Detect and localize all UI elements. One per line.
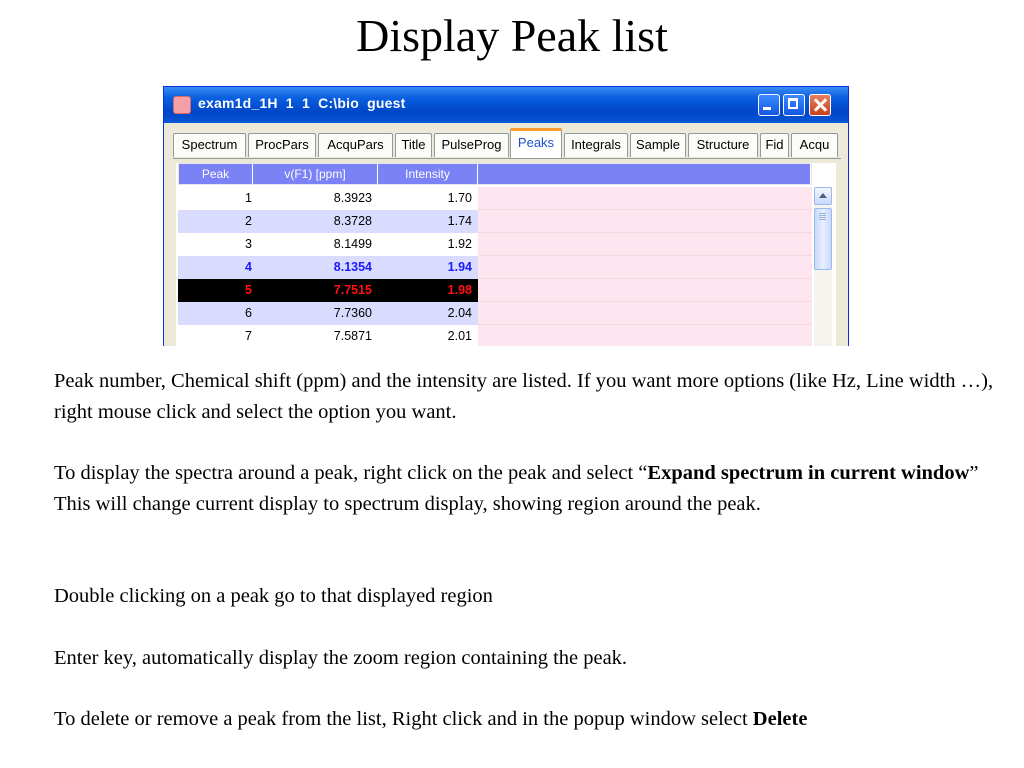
cell-peak: 4 — [245, 260, 252, 274]
cell-intensity: 1.98 — [447, 283, 472, 297]
tab-bar — [173, 127, 848, 159]
paragraph-columns-info — [54, 366, 1004, 428]
bold-command-delete: Delete — [752, 708, 808, 730]
cell-intensity: 1.74 — [447, 214, 472, 228]
cell-shift: 7.7360 — [333, 306, 372, 320]
scroll-up-icon[interactable] — [814, 187, 832, 205]
bold-command-expand: Expand spectrum in current window — [647, 462, 970, 484]
cell-shift: 8.1354 — [333, 260, 372, 274]
cell-intensity: 1.92 — [447, 237, 472, 251]
cell-empty — [478, 233, 812, 256]
tab-spectrum[interactable]: Spectrum — [173, 133, 246, 157]
paragraph-text: ” This will change current display to spectrum display, showing region around the peak. — [54, 462, 979, 515]
peak-table — [176, 163, 836, 346]
cell-peak: 2 — [245, 214, 252, 228]
window-title: exam1d_1H 1 1 C:\bio guest — [198, 95, 406, 111]
maximize-icon[interactable] — [783, 94, 805, 116]
tab-pulseprog[interactable]: PulseProg — [434, 133, 509, 157]
tab-procpars[interactable]: ProcPars — [248, 133, 316, 157]
column-header-intensity[interactable]: Intensity — [378, 164, 478, 184]
peak-list-window — [163, 86, 849, 346]
table-row[interactable] — [178, 233, 812, 256]
cell-empty — [478, 210, 812, 233]
app-icon — [173, 96, 191, 114]
table-row[interactable] — [178, 302, 812, 325]
tab-peaks[interactable]: Peaks — [510, 128, 562, 159]
cell-empty — [478, 279, 812, 302]
table-row[interactable] — [178, 210, 812, 233]
vertical-scrollbar[interactable] — [814, 187, 832, 346]
tab-fid[interactable]: Fid — [760, 133, 789, 157]
cell-empty — [478, 325, 812, 346]
cell-peak: 1 — [245, 191, 252, 205]
cell-shift: 7.5871 — [333, 329, 372, 343]
cell-empty — [478, 302, 812, 325]
cell-shift: 7.7515 — [333, 283, 372, 297]
cell-shift: 8.1499 — [333, 237, 372, 251]
paragraph-text: To display the spectra around a peak, right click on the peak and select “ — [54, 462, 648, 484]
paragraph-double-click — [54, 581, 1004, 612]
paragraph-text: Enter key, automatically display the zoom region containing the peak. — [54, 647, 628, 669]
scroll-thumb[interactable] — [814, 208, 832, 270]
minimize-icon[interactable] — [758, 94, 780, 116]
close-icon[interactable] — [809, 94, 831, 116]
window-titlebar[interactable] — [164, 87, 848, 123]
cell-empty — [478, 256, 812, 279]
paragraph-text: Double clicking on a peak go to that displayed region — [54, 585, 493, 607]
paragraph-expand-spectrum — [54, 458, 1004, 520]
scroll-grip-icon — [819, 213, 826, 214]
cell-intensity: 2.01 — [447, 329, 472, 343]
cell-intensity: 1.94 — [447, 260, 472, 274]
cell-peak: 7 — [245, 329, 252, 343]
paragraph-enter-key — [54, 643, 1004, 674]
table-row-current[interactable] — [178, 279, 812, 302]
table-row-selected[interactable] — [178, 256, 812, 279]
cell-intensity: 1.70 — [447, 191, 472, 205]
cell-empty — [478, 187, 812, 210]
cell-peak: 6 — [245, 306, 252, 320]
tab-acqu[interactable]: Acqu — [791, 133, 838, 157]
tab-acqupars[interactable]: AcquPars — [318, 133, 393, 157]
column-header-peak[interactable]: Peak — [179, 164, 253, 184]
cell-shift: 8.3923 — [333, 191, 372, 205]
cell-peak: 5 — [245, 283, 252, 297]
table-header — [178, 163, 812, 185]
tab-sample[interactable]: Sample — [630, 133, 686, 157]
slide-title: Display Peak list — [356, 10, 668, 61]
tab-integrals[interactable]: Integrals — [564, 133, 628, 157]
column-header-shift[interactable]: v(F1) [ppm] — [253, 164, 378, 184]
tab-structure[interactable]: Structure — [688, 133, 758, 157]
cell-shift: 8.3728 — [333, 214, 372, 228]
cell-intensity: 2.04 — [447, 306, 472, 320]
tab-divider — [173, 158, 841, 159]
paragraph-delete-peak — [54, 704, 1004, 735]
cell-peak: 3 — [245, 237, 252, 251]
column-header-empty — [478, 164, 811, 184]
table-row[interactable] — [178, 187, 812, 210]
paragraph-text: To delete or remove a peak from the list, Right click and in the popup window select — [54, 708, 753, 730]
paragraph-text: Peak number, Chemical shift (ppm) and the intensity are listed. If you want more options (like Hz, Line width …), right mouse click and select the option you want. — [54, 370, 994, 423]
table-row[interactable] — [178, 325, 812, 346]
tab-title[interactable]: Title — [395, 133, 432, 157]
